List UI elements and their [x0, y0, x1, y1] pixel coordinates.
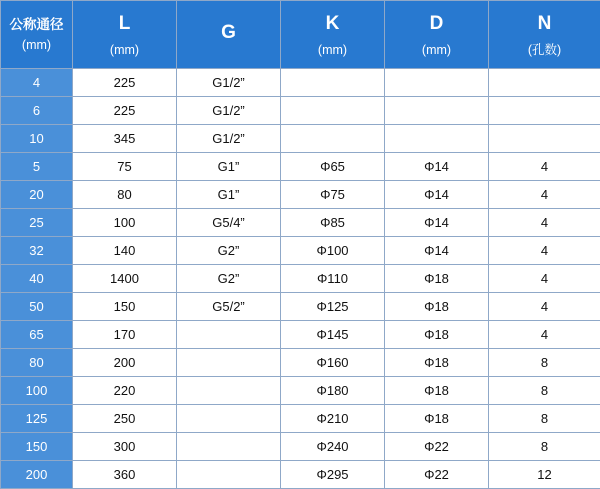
cell-length: 75: [73, 153, 177, 181]
cell-hole-count: 4: [489, 181, 600, 209]
cell-hole-count: [489, 69, 600, 97]
column-header-l-unit: (mm): [73, 41, 176, 59]
column-header-nominal-diameter-title: 公称通径: [1, 15, 72, 35]
column-header-n: [489, 1, 600, 69]
cell-hole-diameter: Φ14: [385, 237, 489, 265]
cell-length: 220: [73, 377, 177, 405]
cell-bolt-circle: [281, 97, 385, 125]
cell-hole-count: [489, 97, 600, 125]
cell-hole-diameter: Φ18: [385, 293, 489, 321]
table-body: [1, 69, 600, 489]
table-header: [1, 1, 600, 69]
cell-thread: G1/2”: [177, 97, 281, 125]
cell-thread: G2”: [177, 237, 281, 265]
cell-thread: [177, 377, 281, 405]
cell-hole-count: 4: [489, 153, 600, 181]
column-header-nominal-diameter-unit: (mm): [1, 36, 72, 54]
cell-hole-count: [489, 125, 600, 153]
table-row: [1, 377, 600, 405]
cell-length: 150: [73, 293, 177, 321]
cell-thread: [177, 433, 281, 461]
column-header-nominal-diameter: [1, 1, 73, 69]
column-header-d-unit: (mm): [385, 41, 488, 59]
cell-hole-count: 8: [489, 377, 600, 405]
cell-bolt-circle: Φ75: [281, 181, 385, 209]
cell-length: 360: [73, 461, 177, 489]
cell-hole-diameter: Φ14: [385, 153, 489, 181]
cell-hole-diameter: Φ14: [385, 209, 489, 237]
cell-thread: G1”: [177, 181, 281, 209]
cell-nominal-diameter: 32: [1, 237, 73, 265]
cell-hole-diameter: [385, 97, 489, 125]
column-header-n-title: N: [489, 10, 600, 38]
column-header-k-title: K: [281, 10, 384, 38]
cell-length: 1400: [73, 265, 177, 293]
table-row: [1, 461, 600, 489]
cell-length: 170: [73, 321, 177, 349]
cell-bolt-circle: [281, 69, 385, 97]
cell-hole-diameter: [385, 69, 489, 97]
cell-hole-count: 4: [489, 265, 600, 293]
cell-thread: [177, 461, 281, 489]
table-row: [1, 209, 600, 237]
cell-nominal-diameter: 25: [1, 209, 73, 237]
cell-bolt-circle: Φ110: [281, 265, 385, 293]
cell-bolt-circle: Φ100: [281, 237, 385, 265]
cell-length: 200: [73, 349, 177, 377]
cell-hole-count: 8: [489, 405, 600, 433]
column-header-n-unit: (孔数): [489, 41, 600, 59]
column-header-l-title: L: [73, 10, 176, 38]
cell-bolt-circle: Φ145: [281, 321, 385, 349]
table-row: [1, 293, 600, 321]
cell-hole-diameter: Φ18: [385, 405, 489, 433]
cell-hole-diameter: Φ22: [385, 433, 489, 461]
cell-nominal-diameter: 6: [1, 97, 73, 125]
cell-hole-diameter: Φ22: [385, 461, 489, 489]
table-row: [1, 97, 600, 125]
cell-nominal-diameter: 4: [1, 69, 73, 97]
cell-bolt-circle: Φ125: [281, 293, 385, 321]
cell-length: 345: [73, 125, 177, 153]
column-header-l: [73, 1, 177, 69]
cell-bolt-circle: Φ240: [281, 433, 385, 461]
column-header-g: [177, 1, 281, 69]
table-row: [1, 265, 600, 293]
table-row: [1, 237, 600, 265]
cell-thread: G1/2”: [177, 125, 281, 153]
cell-hole-diameter: [385, 125, 489, 153]
cell-nominal-diameter: 80: [1, 349, 73, 377]
table-row: [1, 433, 600, 461]
cell-thread: G2”: [177, 265, 281, 293]
cell-bolt-circle: Φ160: [281, 349, 385, 377]
cell-length: 300: [73, 433, 177, 461]
cell-bolt-circle: Φ180: [281, 377, 385, 405]
cell-length: 140: [73, 237, 177, 265]
cell-length: 225: [73, 97, 177, 125]
cell-length: 80: [73, 181, 177, 209]
cell-nominal-diameter: 10: [1, 125, 73, 153]
cell-bolt-circle: Φ85: [281, 209, 385, 237]
column-header-k: [281, 1, 385, 69]
cell-hole-diameter: Φ14: [385, 181, 489, 209]
table-row: [1, 349, 600, 377]
column-header-d: [385, 1, 489, 69]
cell-hole-count: 12: [489, 461, 600, 489]
table-row: [1, 405, 600, 433]
cell-hole-diameter: Φ18: [385, 349, 489, 377]
cell-thread: G1”: [177, 153, 281, 181]
cell-nominal-diameter: 200: [1, 461, 73, 489]
cell-hole-count: 4: [489, 321, 600, 349]
cell-length: 250: [73, 405, 177, 433]
cell-nominal-diameter: 20: [1, 181, 73, 209]
cell-bolt-circle: Φ65: [281, 153, 385, 181]
table-row: [1, 321, 600, 349]
table-row: [1, 153, 600, 181]
cell-hole-count: 4: [489, 209, 600, 237]
cell-hole-diameter: Φ18: [385, 265, 489, 293]
cell-nominal-diameter: 40: [1, 265, 73, 293]
cell-thread: [177, 321, 281, 349]
cell-hole-count: 4: [489, 293, 600, 321]
cell-hole-diameter: Φ18: [385, 321, 489, 349]
cell-nominal-diameter: 65: [1, 321, 73, 349]
cell-hole-count: 8: [489, 349, 600, 377]
cell-hole-diameter: Φ18: [385, 377, 489, 405]
cell-thread: [177, 405, 281, 433]
cell-thread: [177, 349, 281, 377]
table-row: [1, 69, 600, 97]
cell-bolt-circle: [281, 125, 385, 153]
table-header-row: [1, 1, 600, 69]
table-row: [1, 181, 600, 209]
cell-bolt-circle: Φ295: [281, 461, 385, 489]
table-row: [1, 125, 600, 153]
cell-thread: G5/4”: [177, 209, 281, 237]
cell-nominal-diameter: 50: [1, 293, 73, 321]
cell-thread: G1/2”: [177, 69, 281, 97]
cell-hole-count: 8: [489, 433, 600, 461]
column-header-d-title: D: [385, 10, 488, 38]
column-header-k-unit: (mm): [281, 41, 384, 59]
cell-nominal-diameter: 125: [1, 405, 73, 433]
cell-length: 225: [73, 69, 177, 97]
cell-thread: G5/2”: [177, 293, 281, 321]
column-header-g-title: G: [177, 19, 280, 47]
cell-nominal-diameter: 150: [1, 433, 73, 461]
cell-bolt-circle: Φ210: [281, 405, 385, 433]
cell-hole-count: 4: [489, 237, 600, 265]
cell-nominal-diameter: 5: [1, 153, 73, 181]
cell-nominal-diameter: 100: [1, 377, 73, 405]
cell-length: 100: [73, 209, 177, 237]
